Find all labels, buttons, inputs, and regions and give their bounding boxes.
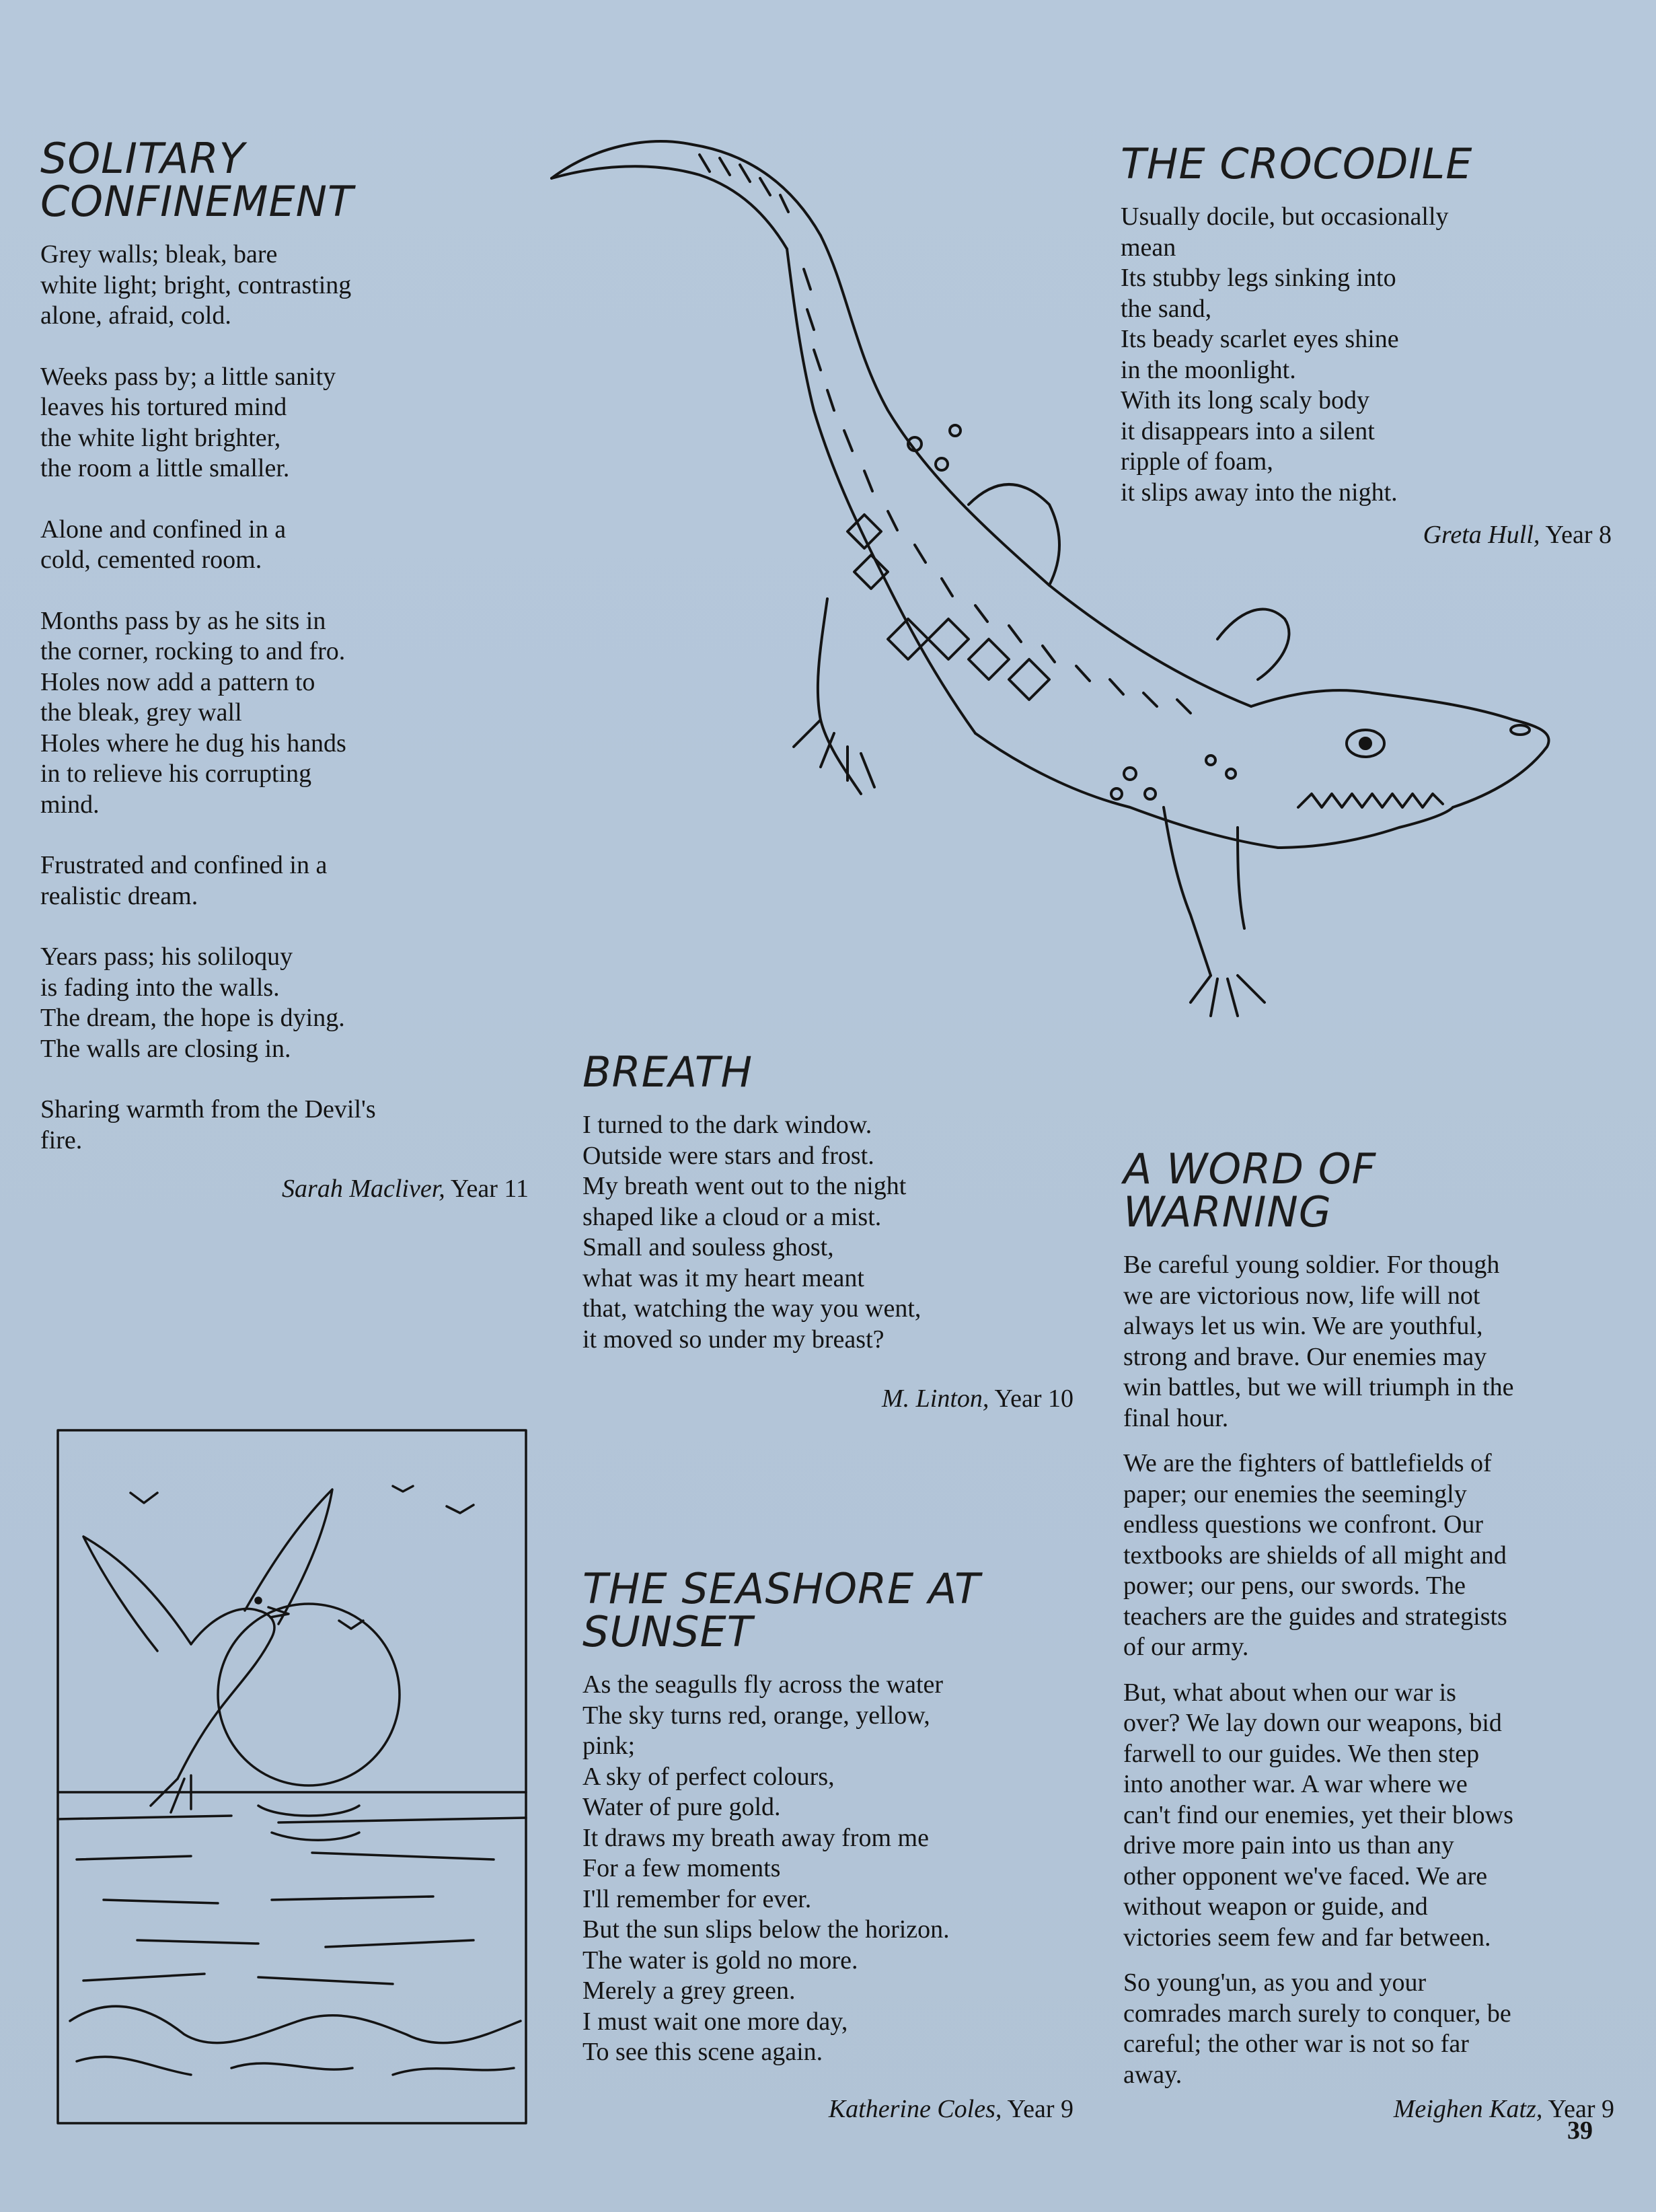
poem-line: The sky turns red, orange, yellow, xyxy=(582,1701,930,1730)
author-credit xyxy=(1123,2094,1614,2125)
poem-body xyxy=(40,239,511,1156)
poem-line: mind. xyxy=(40,790,100,819)
text-line: final hour. xyxy=(1123,1403,1229,1432)
poem-line: mean xyxy=(1121,233,1176,262)
poem-line: Its beady scarlet eyes shine xyxy=(1121,325,1399,353)
poem-line: realistic dream. xyxy=(40,881,198,910)
poem-line: I turned to the dark window. xyxy=(582,1111,872,1139)
poem-line: Frustrated and confined in a xyxy=(40,851,328,879)
text-line: over? We lay down our weapons, bid xyxy=(1123,1709,1502,1737)
paragraph xyxy=(1123,1678,1634,1954)
author-name: Meighen Katz, xyxy=(1393,2095,1543,2123)
poem-line: Years pass; his soliloquy xyxy=(40,943,293,971)
poem-line: Outside were stars and frost. xyxy=(582,1141,874,1170)
poem-line: alone, afraid, cold. xyxy=(40,301,231,330)
poem-line: Weeks pass by; a little sanity xyxy=(40,362,336,391)
poem-line: But the sun slips below the horizon. xyxy=(582,1915,950,1944)
poem-line: For a few moments xyxy=(582,1854,781,1882)
poem-line: Holes where he dug his hands xyxy=(40,729,346,758)
text-line: But, what about when our war is xyxy=(1123,1678,1456,1707)
poem-line: the bleak, grey wall xyxy=(40,698,242,727)
poem-line: Holes now add a pattern to xyxy=(40,667,315,696)
author-year: Year 11 xyxy=(450,1175,529,1203)
poem-title xyxy=(40,134,511,226)
poem-line: The walls are closing in. xyxy=(40,1034,291,1063)
essay-body xyxy=(1123,1250,1634,2090)
stanza xyxy=(40,239,511,332)
poem-body xyxy=(582,1110,1094,1355)
text-line: endless questions we confront. Our xyxy=(1123,1510,1484,1539)
poem-line: With its long scaly body xyxy=(1121,386,1369,414)
text-line: always let us win. We are youthful, xyxy=(1123,1312,1483,1340)
title-line: A WORD OF xyxy=(1123,1144,1377,1193)
text-line: without weapon or guide, and xyxy=(1123,1892,1428,1921)
poem-line: it slips away into the night. xyxy=(1121,478,1398,507)
text-line: win battles, but we will triumph in the xyxy=(1123,1373,1514,1401)
paragraph xyxy=(1123,1250,1634,1434)
poem-line: it moved so under my breast? xyxy=(582,1325,885,1354)
author-year: Year 10 xyxy=(994,1385,1074,1413)
poem-line: Water of pure gold. xyxy=(582,1793,781,1821)
poem-line: Sharing warmth from the Devil's xyxy=(40,1095,376,1123)
poem-line: Usually docile, but occasionally xyxy=(1121,202,1449,231)
author-credit xyxy=(582,2094,1074,2125)
title-line: THE CROCODILE xyxy=(1121,139,1473,188)
poem-line: Small and souless ghost, xyxy=(582,1233,834,1261)
poem-line: it disappears into a silent xyxy=(1121,416,1375,445)
poem-line: Merely a grey green. xyxy=(582,1977,796,2005)
author-name: Sarah Macliver, xyxy=(282,1175,445,1203)
poem-line: is fading into the walls. xyxy=(40,973,280,1002)
poem-body xyxy=(582,1670,1094,2068)
poem-line: pink; xyxy=(582,1732,636,1760)
poem-line: cold, cemented room. xyxy=(40,546,262,574)
poem-line: leaves his tortured mind xyxy=(40,393,287,421)
poem-title xyxy=(582,1564,1094,1656)
text-line: power; our pens, our swords. The xyxy=(1123,1572,1466,1600)
text-line: textbooks are shields of all might and xyxy=(1123,1541,1507,1570)
stanza xyxy=(40,942,511,1064)
text-line: can't find our enemies, yet their blows xyxy=(1123,1800,1513,1829)
text-line: Be careful young soldier. For though xyxy=(1123,1251,1500,1279)
text-line: of our army. xyxy=(1123,1633,1249,1661)
poem-line: what was it my heart meant xyxy=(582,1263,864,1292)
author-year: Year 8 xyxy=(1545,521,1612,549)
author-year: Year 9 xyxy=(1007,2095,1074,2123)
text-line: careful; the other war is not so far xyxy=(1123,2030,1469,2058)
author-credit xyxy=(582,1383,1074,1414)
text-line: victories seem few and far between. xyxy=(1123,1923,1491,1952)
author-name: Katherine Coles, xyxy=(828,2095,1002,2123)
crocodile-illustration xyxy=(538,128,1614,1137)
text-line: into another war. A war where we xyxy=(1123,1770,1468,1798)
text-line: teachers are the guides and strategists xyxy=(1123,1602,1507,1631)
stanza xyxy=(40,606,511,821)
poem-title xyxy=(1123,1144,1634,1237)
title-line: CONFINEMENT xyxy=(40,177,354,226)
text-line: we are victorious now, life will not xyxy=(1123,1281,1480,1310)
text-line: farwell to our guides. We then step xyxy=(1123,1739,1480,1768)
poem-line: fire. xyxy=(40,1126,83,1154)
poem-line: the corner, rocking to and fro. xyxy=(40,637,346,665)
poem-line: white light; bright, contrasting xyxy=(40,270,352,299)
poem-line: the room a little smaller. xyxy=(40,454,290,482)
page-number: 39 xyxy=(1567,2116,1593,2145)
poem-line: As the seagulls fly across the water xyxy=(582,1670,944,1699)
poem-solitary-confinement xyxy=(40,134,511,1171)
poem-line: in the moonlight. xyxy=(1121,355,1296,384)
text-line: drive more pain into us than any xyxy=(1123,1831,1454,1859)
stanza xyxy=(40,850,511,912)
illustration-frame xyxy=(58,1430,526,2123)
author-name: Greta Hull, xyxy=(1423,521,1540,549)
seagull-sunset-illustration xyxy=(57,1429,527,2125)
poem-line: Months pass by as he sits in xyxy=(40,606,326,635)
stanza xyxy=(40,515,511,576)
author-name: M. Linton, xyxy=(881,1385,989,1413)
poem-the-seashore-at-sunset xyxy=(582,1564,1094,2068)
poem-line: Grey walls; bleak, bare xyxy=(40,240,278,268)
author-year: Year 9 xyxy=(1548,2095,1614,2123)
paragraph xyxy=(1123,1968,1634,2090)
title-line: WARNING xyxy=(1123,1187,1332,1237)
text-line: strong and brave. Our enemies may xyxy=(1123,1342,1487,1371)
poem-line: ripple of foam, xyxy=(1121,447,1273,476)
poem-line: in to relieve his corrupting xyxy=(40,760,312,788)
poem-line: the white light brighter, xyxy=(40,423,281,452)
text-line: We are the fighters of battlefields of xyxy=(1123,1449,1492,1477)
title-line: THE SEASHORE AT xyxy=(582,1564,981,1613)
poem-line: Its stubby legs sinking into xyxy=(1121,264,1396,292)
text-line: paper; our enemies the seemingly xyxy=(1123,1479,1467,1508)
title-line: SOLITARY xyxy=(40,134,246,183)
title-line: BREATH xyxy=(582,1047,753,1097)
text-line: away. xyxy=(1123,2060,1182,2089)
essay-a-word-of-warning xyxy=(1123,1144,1634,2090)
poem-line: To see this scene again. xyxy=(582,2038,823,2066)
paragraph xyxy=(1123,1448,1634,1663)
text-line: So young'un, as you and your xyxy=(1123,1968,1427,1997)
poem-line: the sand, xyxy=(1121,294,1212,323)
poem-line: Alone and confined in a xyxy=(40,515,287,544)
stanza xyxy=(40,362,511,484)
text-line: comrades march surely to conquer, be xyxy=(1123,1999,1511,2028)
poem-line: that, watching the way you went, xyxy=(582,1294,921,1323)
author-credit xyxy=(40,1173,529,1204)
poem-line: A sky of perfect colours, xyxy=(582,1762,835,1791)
poem-line: My breath went out to the night xyxy=(582,1172,907,1200)
poem-line: The dream, the hope is dying. xyxy=(40,1004,345,1032)
poem-line: I'll remember for ever. xyxy=(582,1884,812,1913)
poem-line: I must wait one more day, xyxy=(582,2007,848,2036)
poem-line: The water is gold no more. xyxy=(582,1946,858,1975)
title-line: SUNSET xyxy=(582,1607,753,1656)
poem-line: shaped like a cloud or a mist. xyxy=(582,1202,882,1231)
stanza xyxy=(40,1095,511,1156)
poem-line: It draws my breath away from me xyxy=(582,1823,929,1852)
text-line: other opponent we've faced. We are xyxy=(1123,1861,1488,1890)
